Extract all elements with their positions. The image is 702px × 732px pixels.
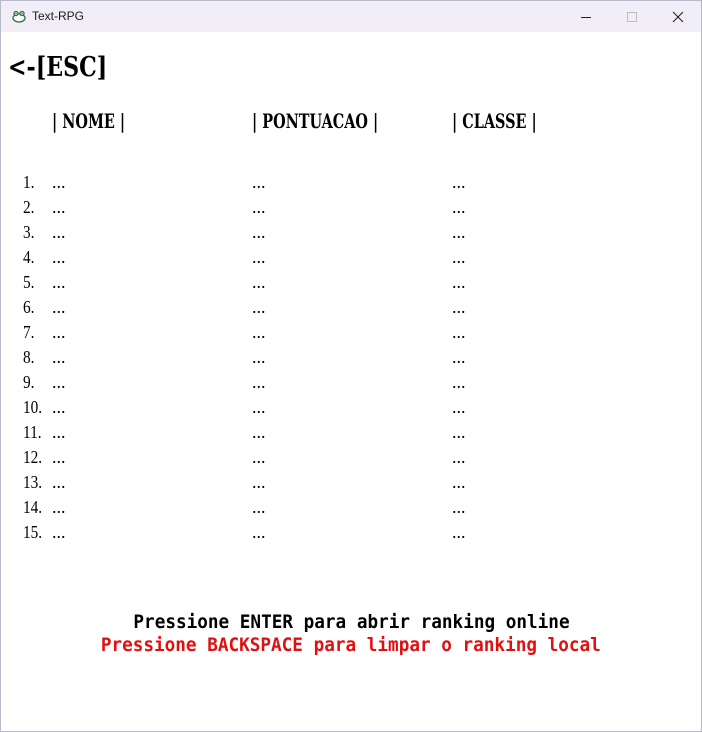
cell-nome: ... (52, 522, 66, 542)
table-row (1, 472, 701, 497)
rank-number: 6. (23, 297, 35, 317)
rank-number: 15. (23, 522, 43, 542)
minimize-icon (580, 11, 592, 23)
enter-message-text: Pressione ENTER para abrir ranking online (132, 611, 570, 633)
table-row (1, 497, 701, 522)
cell-classe: ... (452, 297, 466, 317)
table-row (1, 447, 701, 472)
header-classe: | CLASSE | (452, 109, 537, 133)
cell-pontuacao: ... (252, 397, 266, 417)
cell-pontuacao: ... (252, 247, 266, 267)
cell-nome: ... (52, 197, 66, 217)
table-row (1, 322, 701, 347)
backspace-clear-ranking-message (1, 634, 701, 656)
enter-online-ranking-message (1, 611, 701, 633)
cell-pontuacao: ... (252, 497, 266, 517)
cell-classe: ... (452, 247, 466, 267)
rank-number: 1. (23, 172, 35, 192)
table-row (1, 397, 701, 422)
cell-nome: ... (52, 372, 66, 392)
rank-number: 11. (23, 422, 42, 442)
rank-number: 13. (23, 472, 43, 492)
cell-pontuacao: ... (252, 222, 266, 242)
cell-pontuacao: ... (252, 472, 266, 492)
cell-nome: ... (52, 397, 66, 417)
rank-number: 3. (23, 222, 35, 242)
cell-classe: ... (452, 497, 466, 517)
rank-number: 2. (23, 197, 35, 217)
rank-number: 10. (23, 397, 43, 417)
table-row (1, 197, 701, 222)
table-row (1, 372, 701, 397)
rank-number: 9. (23, 372, 35, 392)
cell-nome: ... (52, 422, 66, 442)
cell-nome: ... (52, 347, 66, 367)
cell-classe: ... (452, 522, 466, 542)
header-nome: | NOME | (52, 109, 126, 133)
table-row (1, 172, 701, 197)
ranking-table (1, 172, 701, 547)
window-title: Text-RPG (32, 9, 85, 23)
cell-pontuacao: ... (252, 172, 266, 192)
cell-pontuacao: ... (252, 197, 266, 217)
title-bar[interactable] (1, 1, 701, 32)
frog-icon (11, 8, 27, 24)
cell-classe: ... (452, 447, 466, 467)
cell-pontuacao: ... (252, 347, 266, 367)
cell-nome: ... (52, 322, 66, 342)
rank-number: 8. (23, 347, 35, 367)
cell-classe: ... (452, 197, 466, 217)
rank-number: 14. (23, 497, 43, 517)
table-row (1, 422, 701, 447)
table-row (1, 247, 701, 272)
cell-classe: ... (452, 272, 466, 292)
cell-nome: ... (52, 272, 66, 292)
minimize-button[interactable] (563, 1, 609, 32)
cell-pontuacao: ... (252, 447, 266, 467)
cell-nome: ... (52, 247, 66, 267)
cell-classe: ... (452, 422, 466, 442)
cell-nome: ... (52, 447, 66, 467)
cell-nome: ... (52, 172, 66, 192)
maximize-button[interactable] (609, 1, 655, 32)
maximize-icon (626, 11, 638, 23)
table-row (1, 272, 701, 297)
cell-pontuacao: ... (252, 272, 266, 292)
esc-back-button[interactable]: <-[ESC] (8, 52, 108, 83)
cell-pontuacao: ... (252, 522, 266, 542)
close-icon (672, 11, 684, 23)
cell-nome: ... (52, 297, 66, 317)
cell-pontuacao: ... (252, 322, 266, 342)
cell-pontuacao: ... (252, 372, 266, 392)
cell-nome: ... (52, 497, 66, 517)
cell-classe: ... (452, 472, 466, 492)
cell-nome: ... (52, 472, 66, 492)
table-row (1, 222, 701, 247)
rank-number: 5. (23, 272, 35, 292)
cell-pontuacao: ... (252, 297, 266, 317)
rank-number: 7. (23, 322, 35, 342)
cell-classe: ... (452, 222, 466, 242)
rank-number: 12. (23, 447, 43, 467)
cell-classe: ... (452, 397, 466, 417)
cell-classe: ... (452, 172, 466, 192)
cell-classe: ... (452, 347, 466, 367)
cell-classe: ... (452, 322, 466, 342)
rank-number: 4. (23, 247, 35, 267)
cell-classe: ... (452, 372, 466, 392)
header-pontuacao: | PONTUACAO | (252, 109, 379, 133)
close-button[interactable] (655, 1, 701, 32)
cell-pontuacao: ... (252, 422, 266, 442)
table-row (1, 522, 701, 547)
cell-nome: ... (52, 222, 66, 242)
backspace-message-text: Pressione BACKSPACE para limpar o ranking local (100, 634, 601, 656)
table-row (1, 347, 701, 372)
table-row (1, 297, 701, 322)
